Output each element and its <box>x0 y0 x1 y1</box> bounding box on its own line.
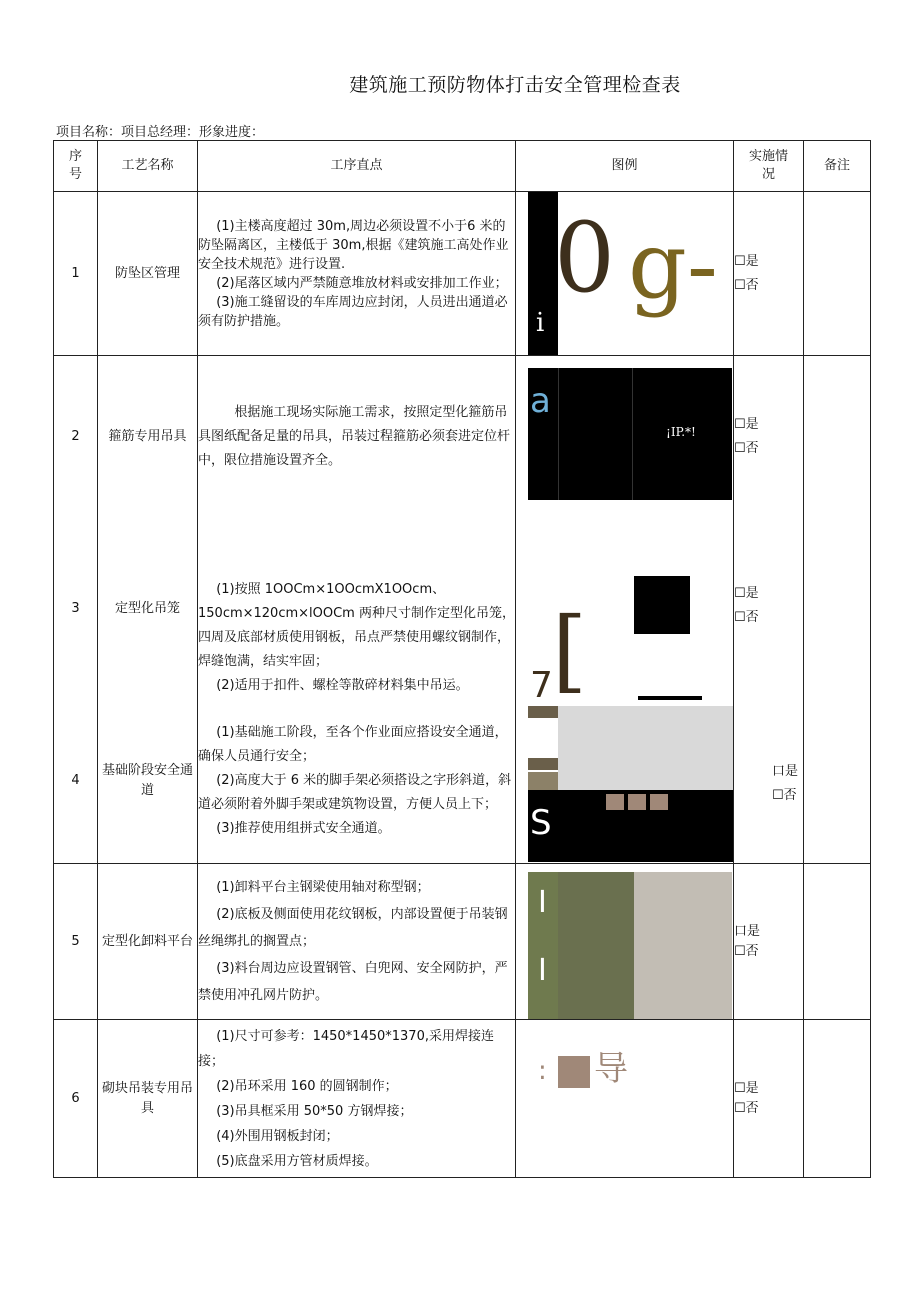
row-implemented[interactable] <box>734 1020 804 1178</box>
row-seq: 3 <box>54 518 98 700</box>
header-points: 工序直点 <box>198 141 516 192</box>
page-title: 建筑施工预防物体打击安全管理检查表 <box>349 74 681 96</box>
figure-glyph: 导 <box>594 1049 628 1089</box>
row-process-name: 定型化卸料平台 <box>98 864 198 1020</box>
figure-glyph: a <box>530 381 551 421</box>
no-checkbox[interactable]: ☐否 <box>734 440 759 456</box>
no-checkbox[interactable]: ☐否 <box>734 943 759 959</box>
figure-divider <box>558 368 559 500</box>
table-row <box>54 1020 871 1178</box>
row-figure <box>516 192 734 356</box>
point-text: (1)尺寸可参考：1450*1450*1370,采用焊接连接； <box>198 1028 494 1069</box>
figure-image <box>558 872 634 1020</box>
no-checkbox[interactable]: ☐否 <box>734 277 759 293</box>
row-points <box>198 356 516 518</box>
figure-glyph: I <box>538 885 547 920</box>
point-text: (3)吊具框采用 50*50 方钢焊接； <box>216 1103 413 1119</box>
row-remarks <box>804 1020 871 1178</box>
row-figure <box>516 356 734 518</box>
row-points <box>198 700 516 864</box>
figure-divider <box>632 368 633 500</box>
row-seq: 5 <box>54 864 98 1020</box>
figure-image <box>634 872 732 1020</box>
point-text: (1)卸料平台主钢梁使用轴对称型钢； <box>216 880 430 895</box>
inspection-table <box>53 140 871 1178</box>
point-text: (1)基础施工阶段，至各个作业面应搭设安全通道，确保人员通行安全； <box>198 725 508 765</box>
row-process-name: 定型化吊笼 <box>98 518 198 700</box>
yes-checkbox[interactable]: ☐是 <box>734 585 759 601</box>
figure-image <box>558 706 734 790</box>
row-process-name: 箍筋专用吊具 <box>98 356 198 518</box>
figure-block <box>558 1056 590 1088</box>
row-seq: 6 <box>54 1020 98 1178</box>
table-row <box>54 356 871 518</box>
point-text: (1)按照 1OOCm×1OOcmX1OOcm、150cm×120cm×lOOCm 两种尺寸制作定型化吊笼，四周及底部材质使用钢板，吊点严禁使用螺纹钢制作，焊缝饱满，结实牢固； <box>198 581 515 669</box>
row-process-name: 砌块吊装专用吊具 <box>98 1020 198 1178</box>
header-implemented: 实施情况 <box>734 141 804 192</box>
row-seq: 1 <box>54 192 98 356</box>
yes-checkbox[interactable]: ☐是 <box>734 253 759 269</box>
point-text: (3)施工缝留设的车库周边应封闭，人员进出通道必须有防护措施。 <box>198 294 508 329</box>
header-process: 工艺名称 <box>98 141 198 192</box>
point-text: 根据施工现场实际施工需求，按照定型化箍筋吊具图纸配备足量的吊具，吊装过程箍筋必须套进定位杆中，限位措施设置齐全。 <box>198 404 511 468</box>
row-implemented[interactable] <box>734 192 804 356</box>
table-row <box>54 700 871 864</box>
point-text: (1)主楼高度超过 30m,周边必须设置不小于6 米的防坠隔离区，主楼低于 30m,根据《建筑施工高处作业安全技术规范》进行设置. <box>198 218 509 272</box>
row-points <box>198 1020 516 1178</box>
row-implemented[interactable] <box>734 700 804 864</box>
figure-image <box>634 576 690 634</box>
figure-block <box>650 794 668 810</box>
figure-glyph: i <box>536 308 545 338</box>
yes-checkbox[interactable]: 口是 <box>772 764 799 780</box>
header-figure: 图例 <box>516 141 734 192</box>
figure-image <box>528 706 558 718</box>
point-text: (3)推荐使用组拼式安全通道。 <box>216 821 391 837</box>
table-row <box>54 518 871 700</box>
row-remarks <box>804 192 871 356</box>
row-implemented[interactable] <box>734 518 804 700</box>
figure-block <box>628 794 646 810</box>
figure-block <box>606 794 624 810</box>
table-row <box>54 864 871 1020</box>
figure-glyph: 0 <box>554 202 616 314</box>
figure-image <box>528 758 558 770</box>
figure-glyph: 7 <box>530 664 553 700</box>
row-seq: 2 <box>54 356 98 518</box>
yes-checkbox[interactable]: 口是 <box>734 923 761 939</box>
point-text: (2)底板及侧面使用花纹钢板，内部设置便于吊装钢丝绳绑扎的搁置点； <box>198 907 508 949</box>
header-seq: 序号 <box>54 141 98 192</box>
point-text: (2)适用于扣件、螺栓等散碎材料集中吊运。 <box>216 677 469 693</box>
figure-glyph: ¡IP.*! <box>666 425 696 439</box>
point-text: (4)外围用钢板封闭； <box>216 1128 339 1144</box>
row-figure <box>516 864 734 1020</box>
figure-image <box>528 772 558 790</box>
row-figure <box>516 518 734 700</box>
no-checkbox[interactable]: ☐否 <box>734 609 759 625</box>
yes-checkbox[interactable]: ☐是 <box>734 416 759 432</box>
project-meta: 项目名称：项目总经理：形象进度： <box>56 125 265 140</box>
header-row <box>54 141 871 192</box>
row-points <box>198 518 516 700</box>
row-seq: 4 <box>54 700 98 864</box>
row-process-name: 基础阶段安全通道 <box>98 700 198 864</box>
point-text: (3)料台周边应设置钢管、白兜网、安全网防护，严禁使用冲孔网片防护。 <box>198 961 508 1003</box>
header-remarks: 备注 <box>804 141 871 192</box>
no-checkbox[interactable]: ☐否 <box>734 1100 759 1116</box>
table-row <box>54 192 871 356</box>
row-implemented[interactable] <box>734 356 804 518</box>
point-text: (2)吊环采用 160 的圆钢制作； <box>216 1078 398 1094</box>
row-figure <box>516 1020 734 1178</box>
figure-glyph: [ <box>552 597 588 700</box>
figure-glyph: S <box>530 802 552 843</box>
row-implemented[interactable] <box>734 864 804 1020</box>
point-text: (5)底盘采用方管材质焊接。 <box>216 1153 378 1169</box>
row-remarks <box>804 700 871 864</box>
row-points <box>198 864 516 1020</box>
row-figure <box>516 700 734 864</box>
row-remarks <box>804 864 871 1020</box>
figure-glyph: I <box>538 953 547 988</box>
yes-checkbox[interactable]: ☐是 <box>734 1080 759 1096</box>
row-remarks <box>804 356 871 518</box>
row-points <box>198 192 516 356</box>
figure-glyph: g- <box>628 212 718 319</box>
row-process-name: 防坠区管理 <box>98 192 198 356</box>
row-remarks <box>804 518 871 700</box>
point-text: (2)尾落区域内严禁随意堆放材料或安排加工作业； <box>216 275 508 291</box>
point-text: (2)高度大于 6 米的脚手架必须搭设之字形斜道，斜道必须附着外脚手架或建筑物设置，方便人员上下； <box>198 773 512 813</box>
figure-glyph: : <box>538 1056 547 1086</box>
no-checkbox[interactable]: ☐否 <box>772 788 797 804</box>
